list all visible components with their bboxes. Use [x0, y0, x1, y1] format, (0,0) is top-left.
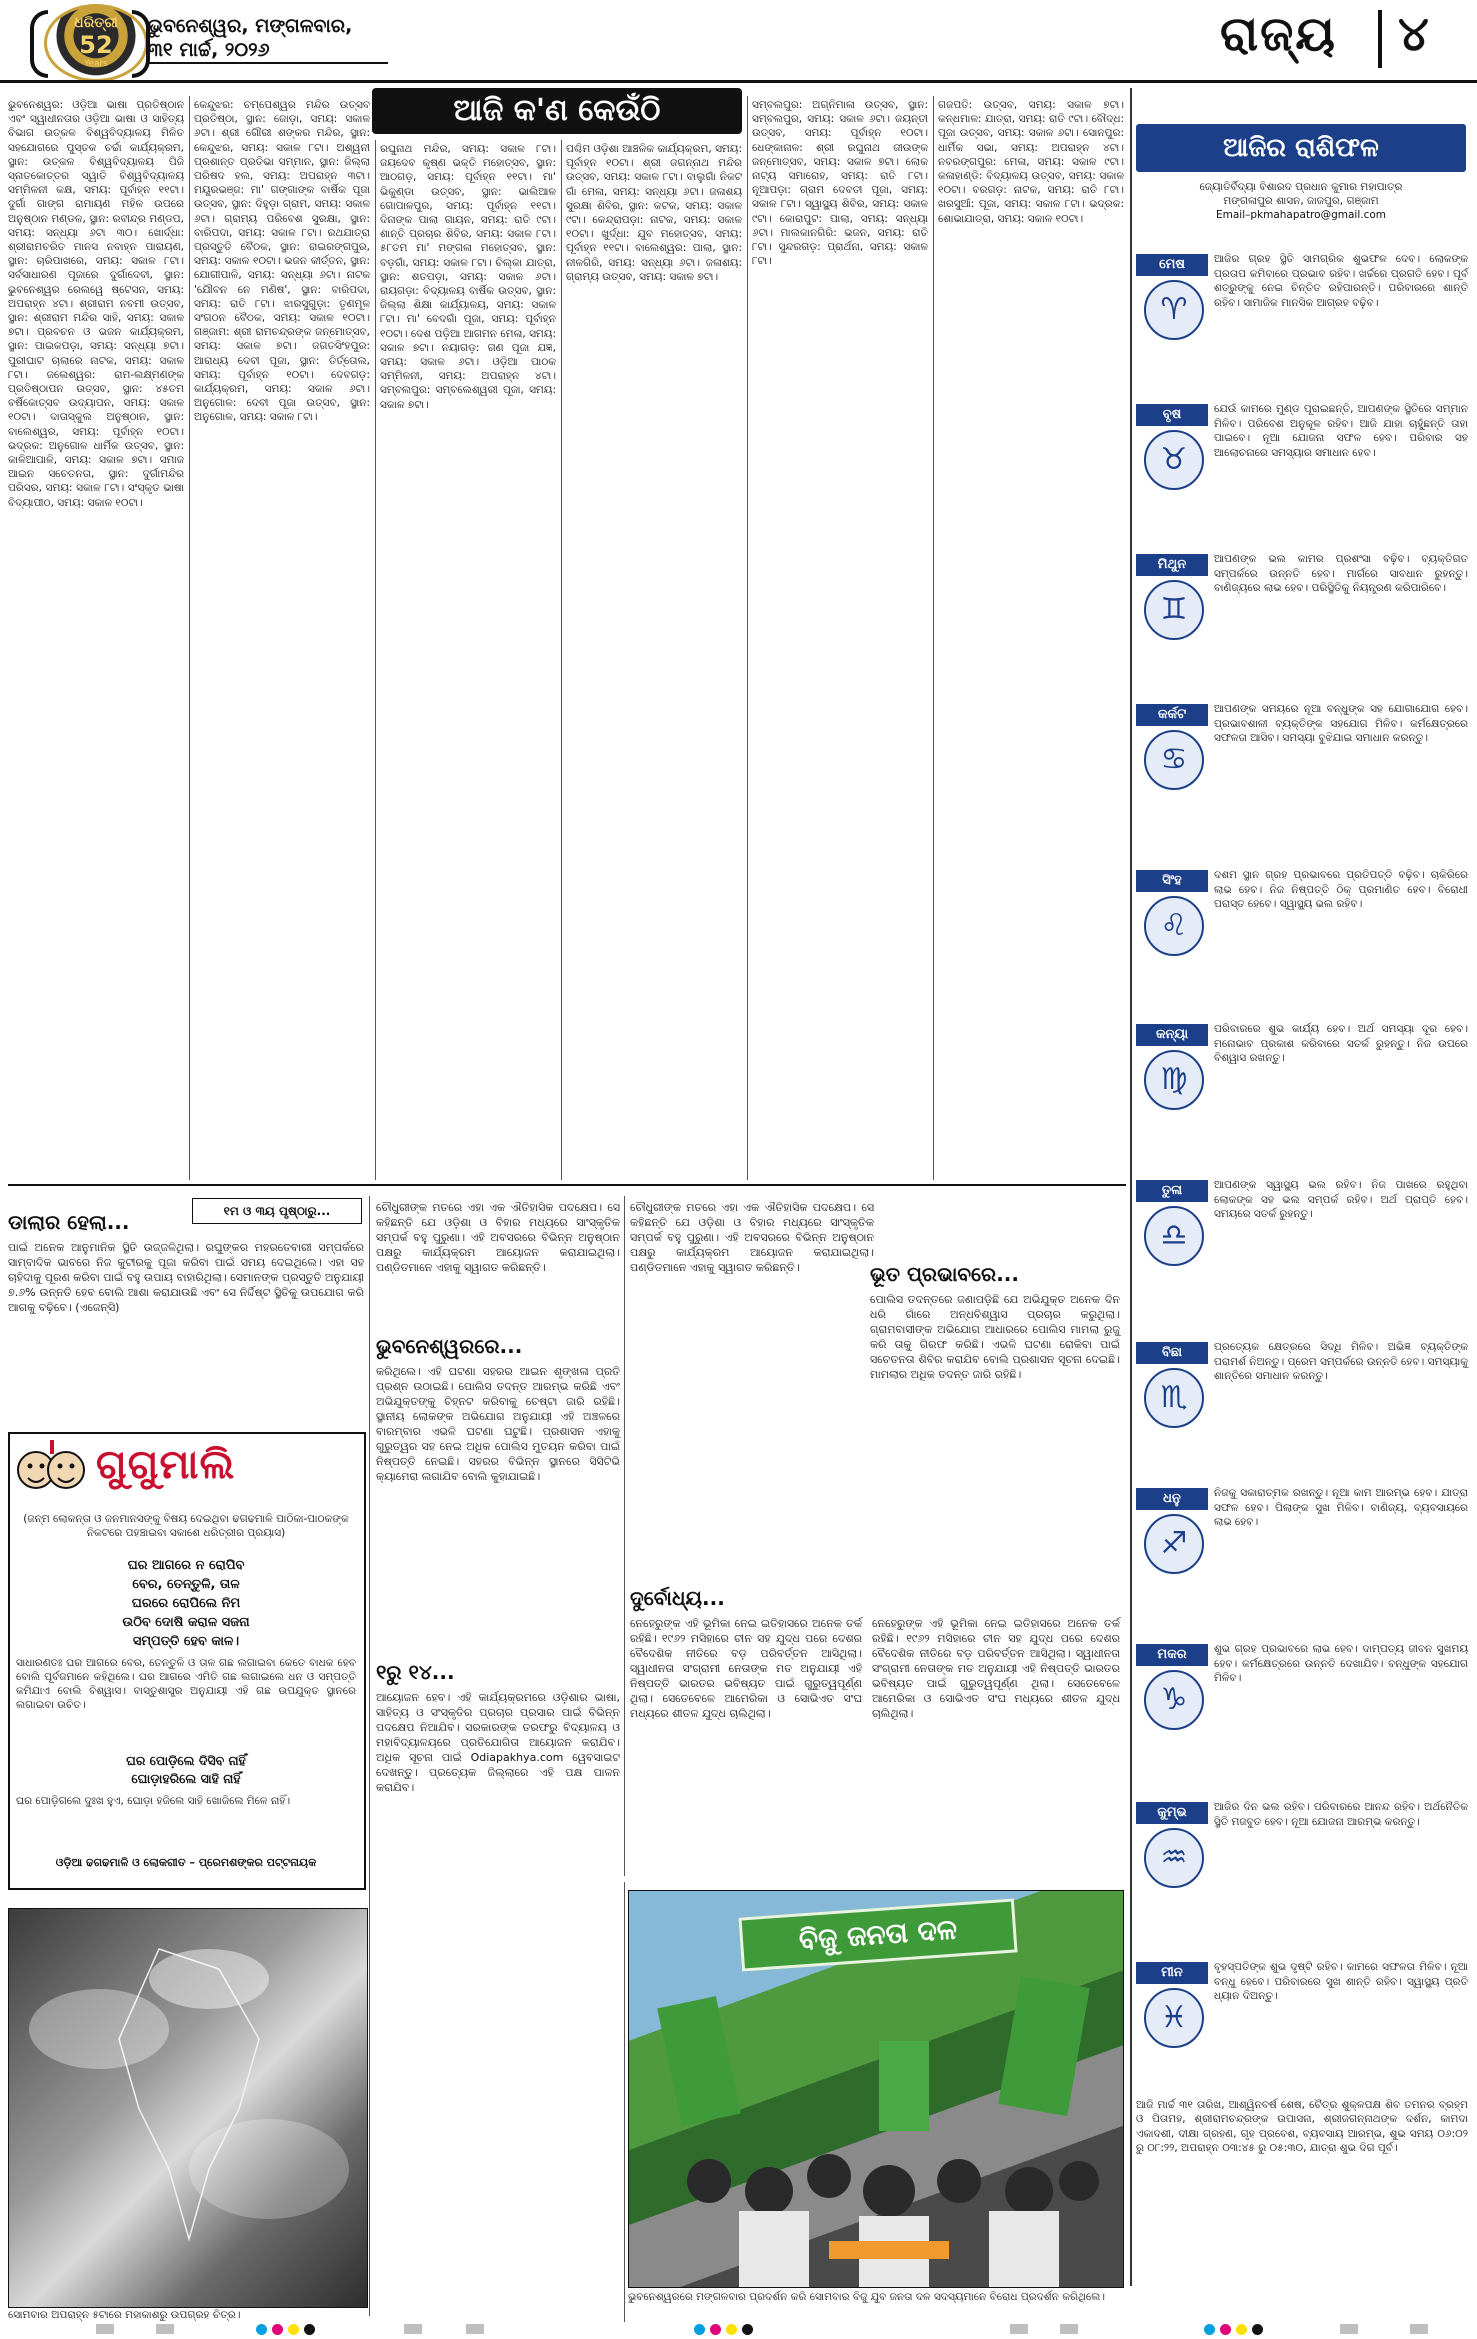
cancer-icon: ♋ — [1144, 730, 1204, 790]
story-heading: ଭୂତ ପ୍ରଭାବରେ... — [870, 1262, 1019, 1286]
dateline-rule — [148, 62, 388, 64]
print-mark — [466, 2324, 484, 2334]
rashifala-title: ଆଜିର ରାଶିଫଳ — [1136, 124, 1466, 172]
rashi-text: ଶୁଭ ଗ୍ରହ ପ୍ରଭାବରେ ଲାଭ ହେବ। ଦାମ୍ପତ୍ୟ ଜୀବନ ସୁଖମୟ ହେବ। କର୍ମକ୍ଷେତ୍ରରେ ଉନ୍ନତି ଦେଖାଯିବ। ବନ୍ଧୁଙ୍କ ସହଯୋଗ ମିଳିବ। — [1214, 1643, 1468, 1684]
rashi-label: ତୁଳା — [1136, 1180, 1208, 1202]
story-body: ପାଇଁ ଅନେକ ଆନୁମାନିକ ସ୍ଥିତି ଉଜ୍ଜଳିଥିଲା। ରଘୁଙ୍କର ମହରତେବାରୀ ସମ୍ପର୍କରେ ସାମ୍ବାଦିକ ଭାବରେ ନିଜ କୁଟୀରକୁ ପୂଜା କରିବା ପାଇଁ ସମୟ ଦେଇଥିଲେ। ଏହା ସହ ଚାହିଦାକୁ ପୂରଣ କରିବା ପାଇଁ ବହୁ ଉପାୟ ବାହାରିଥିଲା। ସେମାନଙ୍କ ପ୍ରସ୍ତୁତି ଅନୁଯାୟୀ ୭.୬% ଉନ୍ନତି ହେବ ବୋଲି ଆଶା କରାଯାଉଛି ଏବଂ ସେ ନିର୍ଦ୍ଦିଷ୍ଟ ସ୍ଥିତିକୁ ଉପଯୋଗ କରି ଆଗକୁ ବଢ଼ିବେ। (ଏଜେନ୍ସି) — [8, 1241, 364, 1314]
cmyk-dot-magenta — [710, 2324, 721, 2335]
story-body: ନେହେରୁଙ୍କ ଏହି ଭୂମିକା ନେଇ ଇତିହାସରେ ଅନେକ ତର୍କ ରହିଛି। ୧୯୬୨ ମସିହାରେ ଚୀନ ସହ ଯୁଦ୍ଧ ପରେ ଦେଶର ବୈଦେଶିକ ନୀତିରେ ବଡ଼ ପରିବର୍ତ୍ତନ ଆସିଥିଲା। ସ୍ୱାଧୀନତା ସଂଗ୍ରାମୀ ନେତାଙ୍କ ମତ ଅନୁଯାୟୀ ଏହି ନିଷ୍ପତ୍ତି ଭାରତର ଭବିଷ୍ୟତ ପାଇଁ ଗୁରୁତ୍ୱପୂର୍ଣ୍ଣ ଥିଲା। ସେତେବେଳେ ଆମେରିକା ଓ ସୋଭିଏତ ସଂଘ ମଧ୍ୟରେ ଶୀତଳ ଯୁଦ୍ଧ ଚାଲିଥିଲା। — [630, 1617, 862, 1720]
verse-line: ଘରରେ ରୋପିଲେ ନିମ — [131, 1596, 241, 1611]
verse-line: ଉଠିବ ଦୋଷି କରାଳ ସଜନା — [122, 1615, 250, 1630]
events-column-6: ଗଜପତି: ଉତ୍ସବ, ସମୟ: ସକାଳ ୭ଟା। କନ୍ଧମାଳ: ଯାତ୍ରା, ସମୟ: ରାତି ୯ଟା। ବୌଦ୍ଧ: ପୂଜା ଉତ୍ସବ, ସମୟ: ସକାଳ ୬ଟା। ସୋନପୁର: ଧାର୍ମିକ ସଭା, ସମୟ: ଅପରାହ୍ନ ୪ଟା। ନବରଙ୍ଗପୁର: ମେଳା, ସମୟ: ସକାଳ ୯ଟା। କଳାହାଣ୍ଡି: ବିଦ୍ୟାଳୟ ଉତ୍ସବ, ସମୟ: ସକାଳ ୧୦ଟା। ବରଗଡ଼: ନାଟକ, ସମୟ: ରାତି ୮ଟା। ଖରସୁଆଁ: ପୂଜା, ସମୟ: ସକାଳ ୮ଟା। ଭଦ୍ରକ: ଶୋଭାଯାତ୍ରା, ସମୟ: ସକାଳ ୧୦ଟା। — [938, 99, 1124, 225]
story-body: କରିଥିଲେ। ଏହି ଘଟଣା ସହରର ଆଇନ ଶୃଙ୍ଖଳା ପ୍ରତି ପ୍ରଶ୍ନ ଉଠାଇଛି। ପୋଲିସ ତଦନ୍ତ ଆରମ୍ଭ କରିଛି ଏବଂ ଅଭିଯୁକ୍ତଙ୍କୁ ଚିହ୍ନଟ କରିବାକୁ ଚେଷ୍ଟା ଜାରି ରହିଛି। ସ୍ଥାନୀୟ ଲୋକଙ୍କ ଅଭିଯୋଗ ଅନୁଯାୟୀ ଏହି ଅଞ୍ଚଳରେ ବାରମ୍ବାର ଏଭଳି ଘଟଣା ଘଟୁଛି। ପ୍ରଶାସନ ଏହାକୁ ଗୁରୁତ୍ୱର ସହ ନେଇ ଅଧିକ ପୋଲିସ ମୁତୟନ କରିବା ପାଇଁ ନିଷ୍ପତ୍ତି ନେଇଛି। ସହରର ବିଭିନ୍ନ ସ୍ଥାନରେ ସିସିଟିଭି କ୍ୟାମେରା ଲଗାଯିବ ବୋଲି କୁହାଯାଇଛି। — [376, 1365, 620, 1483]
rashi-sagittarius — [1136, 1484, 1470, 1604]
story-heading: ଭୁବନେଶ୍ୱରରେ... — [376, 1334, 523, 1358]
rashi-label: କନ୍ୟା — [1136, 1024, 1208, 1046]
dateline — [148, 14, 388, 62]
column-rule — [189, 96, 190, 1180]
masthead-rule — [0, 80, 1477, 83]
print-mark — [1060, 2324, 1078, 2334]
rashi-pisces — [1136, 1958, 1470, 2078]
events-bottom-rule — [8, 1184, 1126, 1186]
story-body: ପୋଲିସ ତଦନ୍ତରେ ଜଣାପଡ଼ିଛି ଯେ ଅଭିଯୁକ୍ତ ଅନେକ ଦିନ ଧରି ଗାଁରେ ଅନ୍ଧବିଶ୍ୱାସ ପ୍ରଚାର କରୁଥିଲା। ଗ୍ରାମବାସୀଙ୍କ ଅଭିଯୋଗ ଆଧାରରେ ପୋଲିସ ମାମଲା ରୁଜୁ କରି ତାକୁ ଗିରଫ କରିଛି। ଏଭଳି ଘଟଣା ରୋକିବା ପାଇଁ ସଚେତନତା ଶିବିର କରାଯିବ ବୋଲି ପ୍ରଶାସନ ସୂଚନା ଦେଇଛି। ମାମଲାର ଅଧିକ ତଦନ୍ତ ଜାରି ରହିଛି। — [870, 1293, 1120, 1381]
print-mark — [1010, 2324, 1028, 2334]
column-rule — [624, 1196, 625, 1876]
jumpline-label: ୧ମ ଓ ୩ୟ ପୃଷ୍ଠାରୁ... — [192, 1198, 362, 1224]
story-continued-body: ଚୌଧୁରୀଙ୍କ ମତରେ ଏହା ଏକ ଐତିହାସିକ ପଦକ୍ଷେପ। ସେ କହିଛନ୍ତି ଯେ ଓଡ଼ିଶା ଓ ବିହାର ମଧ୍ୟରେ ସାଂସ୍କୃତିକ ସମ୍ପର୍କ ବହୁ ପୁରୁଣା। ଏହି ଅବସରରେ ବିଭିନ୍ନ ଅନୁଷ୍ଠାନ ପକ୍ଷରୁ କାର୍ଯ୍ୟକ୍ରମ ଆୟୋଜନ କରାଯାଇଥିଲା। ପଣ୍ଡିତମାନେ ଏହାକୁ ସ୍ୱାଗତ କରିଛନ୍ତି। — [376, 1201, 620, 1274]
story-heading: ଡାଲାର ହେଲା... — [8, 1210, 130, 1234]
print-mark — [404, 2324, 422, 2334]
astrologer-name: ଜ୍ୟୋତିର୍ବିଦ୍ୟା ବିଶାରଦ ପ୍ରଧାନ କୁମାର ମହାପାତ୍ର — [1199, 181, 1403, 193]
rashi-text: ନିଜକୁ ସକାରାତ୍ମକ ରଖନ୍ତୁ। ନୂଆ କାମ ଆରମ୍ଭ ହେବ। ଯାତ୍ରା ସଫଳ ହେବ। ପିଲାଙ୍କ ସୁଖ ମିଳିବ। ବାଣିଜ୍ୟ, ବ୍ୟବସାୟରେ ଲାଭ ହେବ। — [1214, 1487, 1468, 1528]
gugumali-moral-text: ଘର ପୋଡ଼ିଗଲେ ଦୁଃଖ ହୁଏ, ଘୋଡ଼ା ହଜିଲେ ସାହି ଖୋଜିଲେ ମିଳେ ନାହିଁ। — [16, 1795, 291, 1807]
column-rule — [933, 96, 934, 1180]
gugumali-intro: (ଜନ୍ମ ଲୋକନ୍ତା ଓ ଜନମାନସଙ୍କୁ ବିଷୟ ଦେଇଥିବା ଢଗଢମାଳି ପାଠିକା-ପାଠକଙ୍କ ନିକଟରେ ପହଞ୍ଚାଇବା ସକାଶେ ଧରିତ୍ରୀର ପ୍ରୟାସ) — [23, 1513, 349, 1539]
rashi-label: ଧନୁ — [1136, 1488, 1208, 1510]
story-dollar — [8, 1210, 364, 1234]
events-column-4: ପଶ୍ଚିମ ଓଡ଼ିଶା ଆଞ୍ଚଳିକ କାର୍ଯ୍ୟକ୍ରମ, ସମୟ: ପୂର୍ବାହ୍ନ ୧୦ଟା। ଶ୍ରୀ ଜଗନ୍ନାଥ ମନ୍ଦିର ଉତ୍ସବ, ସମୟ: ସକାଳ ୮ଟା। ବାଲୁଗାଁ ନିକଟ ଗାଁ ମେଳା, ସମୟ: ସନ୍ଧ୍ୟା ୬ଟା। ଜଳାଶୟ ସୁରକ୍ଷା ଶିବିର, ସ୍ଥାନ: କଟକ, ସମୟ: ସକାଳ ୯ଟା। କେନ୍ଦ୍ରାପଡ଼ା: ନାଟକ, ସମୟ: ସକାଳ ୧୦ଟା। ଖୁର୍ଦ୍ଧା: ଯୁବ ମହୋତ୍ସବ, ସମୟ: ପୂର୍ବାହ୍ନ ୧୧ଟା। ବାଲେଶ୍ୱର: ପାଲା, ସ୍ଥାନ: ନୀଳଗିରି, ସମୟ: ସନ୍ଧ୍ୟା ୬ଟା। ଜଳାଶୟ: ଗ୍ରାମ୍ୟ ଉତ୍ସବ, ସମୟ: ସକାଳ ୭ଟା। — [566, 143, 742, 283]
rashi-label: ମକର — [1136, 1644, 1208, 1666]
story-body: ଆୟୋଜନ ହେବ। ଏହି କାର୍ଯ୍ୟକ୍ରମରେ ଓଡ଼ିଶାର ଭାଷା, ସାହିତ୍ୟ ଓ ସଂସ୍କୃତିର ପ୍ରଚାର ପ୍ରସାର ପାଇଁ ବିଭିନ୍ନ ପଦକ୍ଷେପ ନିଆଯିବ। ସରକାରଙ୍କ ତରଫରୁ ବିଦ୍ୟାଳୟ ଓ ମହାବିଦ୍ୟାଳୟରେ ପ୍ରତିଯୋଗିତା ଆୟୋଜନ କରାଯିବ। ଅଧିକ ସୂଚନା ପାଇଁ Odiapakhya.com ୱେବସାଇଟ ଦେଖନ୍ତୁ। ପ୍ରତ୍ୟେକ ଜିଲ୍ଲାରେ ଏହି ପକ୍ଷ ପାଳନ କରାଯିବ। — [376, 1691, 620, 1794]
verse-line: ଘର ଆଗରେ ନ ରୋପିବ — [127, 1558, 245, 1573]
taurus-icon: ♉ — [1144, 430, 1204, 490]
page-number: ୪ — [1398, 6, 1429, 62]
rashi-label: କୁମ୍ଭ — [1136, 1802, 1208, 1824]
print-mark — [1340, 2324, 1358, 2334]
rashi-label: ବିଛା — [1136, 1342, 1208, 1364]
rashi-text: ଆପଣଙ୍କ ସ୍ୱାସ୍ଥ୍ୟ ଭଲ ରହିବ। ନିଜ ପାଖରେ ରହୁଥିବା ଲୋକଙ୍କ ସହ ଭଲ ସମ୍ପର୍କ ରହିବ। ଅର୍ଥ ପ୍ରାପ୍ତି ହେବ। ସମୟରେ ସତର୍କ ରୁହନ୍ତୁ। — [1214, 1179, 1468, 1220]
panjika-text: ଆଜି ମାର୍ଚ୍ଚ ୩୧ ତାରିଖ, ଆଶ୍ୱିନବର୍ଷ ଶେଷ, ଚୈତ୍ର ଶୁକ୍ଳପକ୍ଷ ଶିବ ତମନର ବ୍ରହ୍ମ ଓ ପିତାମହ, ଶ୍ରୀରାମଚନ୍ଦ୍ରଙ୍କ ଉପାସନା, ଶ୍ରୀଜଗନ୍ନାଥଙ୍କ ଦର୍ଶନ, କାମଦା ଏକାଦଶୀ, ଦୀକ୍ଷା ଗ୍ରହଣ, ଗୃହ ପ୍ରବେଶ, ବ୍ୟବସାୟ ଆରମ୍ଭ, ଶୁଭ ସମୟ ୦୬:୦୨ ରୁ ୦୮:୨୨, ଅପରାହ୍ନ ୦୩:୪୫ ରୁ ୦୫:୩୦, ଯାତ୍ରା ଶୁଭ ଦିଗ ପୂର୍ବ। — [1136, 2099, 1468, 2154]
rashifala-column-rule — [1130, 88, 1132, 2286]
moral-title: ଘର ପୋଡ଼ିଲେ ଦିସିବ ନାହିଁ — [126, 1753, 246, 1768]
rashi-libra — [1136, 1176, 1470, 1296]
rashi-scorpio — [1136, 1338, 1470, 1458]
cmyk-dot-black — [742, 2324, 753, 2335]
brand-name: ଧରିତ୍ରୀ — [74, 15, 118, 31]
column-rule — [624, 1882, 625, 2322]
events-column-1: ଭୁବନେଶ୍ୱର: ଓଡ଼ିଆ ଭାଷା ପ୍ରତିଷ୍ଠାନ ଏବଂ ସ୍ୱାଧୀନତାର ଓଡ଼ିଆ ଭାଷା ଓ ସାହିତ୍ୟ ବିଭାଗ ଉତ୍କଳ ବିଶ୍ୱବିଦ୍ୟାଳୟ ମିଳିତ ସହଯୋଗରେ ପୁସ୍ତକ ଚର୍ଚ୍ଚା କାର୍ଯ୍ୟକ୍ରମ, ସ୍ଥାନ: ଉତ୍କଳ ବିଶ୍ୱବିଦ୍ୟାଳୟ ପିଜି ସ୍ନାତକୋତ୍ତର ସ୍ୱାତି ବିଶ୍ୱବିଦ୍ୟାଳୟ ସମ୍ମିଳନୀ କକ୍ଷ, ସମୟ: ପୂର୍ବାହ୍ନ ୧୧ଟା। ଦୁର୍ଗା ଗାଙ୍ଗ ରାମାୟଣ ମହିଳ ଉପରେ ଅନୁଷ୍ଠାନ ମଣ୍ଡଳ, ସ୍ଥାନ: ରବୀନ୍ଦ୍ର ମଣ୍ଡପ, ସମୟ: ସନ୍ଧ୍ୟା ୬ଟା ୩୦। ଖୋର୍ଦ୍ଧା: ଶ୍ରୀରାମଚରିତ ମାନସ ନବାହ୍ନ ପାରାୟଣ, ସ୍ଥାନ: ଚାରିପାଖରେ, ସମୟ: ସକାଳ ୮ଟା। ସର୍ବସାଧାରଣ ପୂଜାରେ ଦୁର୍ଗାଦେବୀ, ସ୍ଥାନ: ଭୁବନେଶ୍ୱର ରେଲୱେ ଷ୍ଟେସନ, ସମୟ: ଅପରାହ୍ନ ୪ଟା। ଶ୍ରୀରାମ ନବମୀ ଉତ୍ସବ, ସ୍ଥାନ: ଶ୍ରୀରାମ ମନ୍ଦିର ସାହି, ସମୟ: ସକାଳ ୭ଟା। ପ୍ରବଚନ ଓ ଭଜନ କାର୍ଯ୍ୟକ୍ରମ, ସ୍ଥାନ: ପାଇକପଡ଼ା, ସମୟ: ସନ୍ଧ୍ୟା ୭ଟା। ପୁରୀଘାଟ ଚାଲାରେ ନାଟକ, ସମୟ: ସକାଳ ୮ଟା। ଜଲେଶ୍ୱର: ରାମ-ଲକ୍ଷ୍ମଣଙ୍କ ପ୍ରତିଷ୍ଠାପନ ଉତ୍ସବ, ସ୍ଥାନ: ୪୫ତମ ବର୍ଷିକୋତ୍ସବ ଉଦ୍ୟାପନ, ସମୟ: ସକାଳ ୧୦ଟା। ଦାତାସ୍କୁଲ ଅନୁଷ୍ଠାନ, ସ୍ଥାନ: ବାଲେଶ୍ୱର, ସମୟ: ପୂର୍ବାହ୍ନ ୧୦ଟା। ଭଦ୍ରକ: ଅନୁଗୋଳ ଧାର୍ମିକ ଉତ୍ସବ, ସ୍ଥାନ: କାଳିଆପାଳି, ସମୟ: ସକାଳ ୭ଟା। ସମାଜ ଆଇନ ସଚେତନତା, ସ୍ଥାନ: ଦୁର୍ଗାମନ୍ଦିର ପରିସର, ସମୟ: ସକାଳ ୮ଟା। ସଂସ୍କୃତ ଭାଷା ବିଦ୍ୟାପୀଠ, ସମୟ: ସକାଳ ୧୦ଟା। — [8, 99, 184, 509]
print-mark — [1410, 2324, 1428, 2334]
photo-caption: ଭୁବନେଶ୍ୱରରେ ମଙ୍ଗଳବାର ପ୍ରଦର୍ଶନ କରି ସୋମବାର ବିଜୁ ଯୁବ ଜନତା ଦଳ ସଦସ୍ୟମାନେ ବିରୋଧ ପ୍ରଦର୍ଶନ କରିଥିଲେ। — [628, 2291, 1105, 2303]
satellite-map-icon — [9, 1909, 367, 2307]
astrologer-credit — [1136, 180, 1466, 222]
anniversary-number: 52 — [79, 31, 113, 59]
story-body-continued: ନେହେରୁଙ୍କ ଏହି ଭୂମିକା ନେଇ ଇତିହାସରେ ଅନେକ ତର୍କ ରହିଛି। ୧୯୬୨ ମସିହାରେ ଚୀନ ସହ ଯୁଦ୍ଧ ପରେ ଦେଶର ବୈଦେଶିକ ନୀତିରେ ବଡ଼ ପରିବର୍ତ୍ତନ ଆସିଥିଲା। ସ୍ୱାଧୀନତା ସଂଗ୍ରାମୀ ନେତାଙ୍କ ମତ ଅନୁଯାୟୀ ଏହି ନିଷ୍ପତ୍ତି ଭାରତର ଭବିଷ୍ୟତ ପାଇଁ ଗୁରୁତ୍ୱପୂର୍ଣ୍ଣ ଥିଲା। ସେତେବେଳେ ଆମେରିକା ଓ ସୋଭିଏତ ସଂଘ ମଧ୍ୟରେ ଶୀତଳ ଯୁଦ୍ଧ ଚାଲିଥିଲା। — [872, 1617, 1120, 1720]
rashi-aquarius — [1136, 1798, 1470, 1918]
dateline-place-day: ଭୁବନେଶ୍ୱର, ମଙ୍ଗଳବାର, — [148, 15, 353, 37]
events-title: ଆଜି କ'ଣ କେଉଁଠି — [372, 88, 742, 134]
story-intro-body: ଚୌଧୁରୀଙ୍କ ମତରେ ଏହା ଏକ ଐତିହାସିକ ପଦକ୍ଷେପ। ସେ କହିଛନ୍ତି ଯେ ଓଡ଼ିଶା ଓ ବିହାର ମଧ୍ୟରେ ସାଂସ୍କୃତିକ ସମ୍ପର୍କ ବହୁ ପୁରୁଣା। ଏହି ଅବସରରେ ବିଭିନ୍ନ ଅନୁଷ୍ଠାନ ପକ୍ଷରୁ କାର୍ଯ୍ୟକ୍ରମ ଆୟୋଜନ କରାଯାଇଥିଲା। ପଣ୍ଡିତମାନେ ଏହାକୁ ସ୍ୱାଗତ କରିଛନ୍ତି। — [630, 1201, 874, 1274]
libra-icon: ♎ — [1144, 1206, 1204, 1266]
rashi-leo — [1136, 866, 1470, 986]
aries-icon: ♈ — [1144, 280, 1204, 340]
gugumali-title: ଗୁଗୁମାଲି — [96, 1442, 236, 1488]
verse-line: ବେର, ତେନ୍ତୁଳି, ତାଳ — [132, 1577, 240, 1592]
cmyk-dot-yellow — [1236, 2324, 1247, 2335]
rashi-label: କର୍କଟ — [1136, 704, 1208, 726]
rashi-cancer — [1136, 700, 1470, 820]
gemini-icon: ♊ — [1144, 580, 1204, 640]
rashi-text: ବୃହସ୍ପତିଙ୍କ ଶୁଭ ଦୃଷ୍ଟି ରହିବ। କାମରେ ସଫଳତା ମିଳିବ। ନୂଆ ବନ୍ଧୁ ହେବେ। ପରିବାରରେ ସୁଖ ଶାନ୍ତି ରହିବ। ସ୍ୱାସ୍ଥ୍ୟ ପ୍ରତି ଧ୍ୟାନ ଦିଅନ୍ତୁ। — [1214, 1961, 1468, 2002]
aquarius-icon: ♒ — [1144, 1828, 1204, 1888]
section-separator — [1378, 10, 1382, 68]
gugumali-verse — [16, 1556, 356, 1651]
rashi-capricorn — [1136, 1640, 1470, 1760]
rashi-text: ଆଜିର ଦିନ ଭଲ ରହିବ। ପରିବାରରେ ଆନନ୍ଦ ରହିବ। ଅର୍ଥନୈତିକ ସ୍ଥିତି ମଜବୁତ ହେବ। ନୂଆ ଯୋଜନା ଆରମ୍ଭ କରନ୍ତୁ। — [1214, 1801, 1468, 1828]
rashi-text: ଆପଣଙ୍କ ସମୟରେ ନୂଆ ବନ୍ଧୁଙ୍କ ସହ ଯୋଗାଯୋଗ ହେବ। ପ୍ରଭାବଶାଳୀ ବ୍ୟକ୍ତିଙ୍କ ସହଯୋଗ ମିଳିବ। କର୍ମକ୍ଷେତ୍ରରେ ସଫଳତା ଆସିବ। ସମସ୍ୟା ବୁଝିଯାଇ ସମାଧାନ କରନ୍ତୁ। — [1214, 703, 1468, 744]
moral-subtitle: ଘୋଡ଼ାହରିଲେ ସାହି ନାହିଁ — [131, 1771, 241, 1786]
rashi-text: ଆପଣଙ୍କ ଭଲ କାମର ପ୍ରଶଂସା ବଢ଼ିବ। ବ୍ୟକ୍ତିଗତ ସମ୍ପର୍କରେ ଉନ୍ନତି ହେବ। ମାର୍ଗରେ ସାବଧାନ ରୁହନ୍ତୁ। ବାଣିଜ୍ୟରେ ଲାଭ ହେବ। ପରିସ୍ଥିତିକୁ ନିୟନ୍ତ୍ରଣ କରିପାରିବେ। — [1214, 553, 1468, 594]
events-column-3: ରଘୁନାଥ ମନ୍ଦିର, ସମୟ: ସକାଳ ୮ଟା। ଜୟଦେବ କୃଷ୍ଣ ଭକ୍ତି ମହୋତ୍ସବ, ସ୍ଥାନ: ଆଠଗଡ଼, ସମୟ: ପୂର୍ବାହ୍ନ ୧୧ଟା। ମା' ଭିକୁଣ୍ଡା ଉତ୍ସବ, ସ୍ଥାନ: ଭାଲିଆଳ ଗୋପାଳପୁର, ସମୟ: ପୂର୍ବାହ୍ନ ୧୧ଟା। ଦିନାଙ୍କ ପାଲା ଗାୟନ, ସମୟ: ରାତି ୯ଟା। ଶାନ୍ତି ପ୍ରଚାର ଶିବିର, ସମୟ: ସକାଳ ୮ଟା। ୫୮ତମ ମା' ମଙ୍ଗଳା ମହୋତ୍ସବ, ସ୍ଥାନ: ବଡ଼ଗାଁ, ସମୟ: ସକାଳ ୮ଟା। ଚିଲ୍କା ଯାତ୍ରା, ସ୍ଥାନ: ଶତପଡ଼ା, ସମୟ: ସକାଳ ୬ଟା। ରାୟଗଡ଼ା: ବିଦ୍ୟାଳୟ ବାର୍ଷିକ ଉତ୍ସବ, ସ୍ଥାନ: ଜିଲ୍ଲା ଶିକ୍ଷା କାର୍ଯ୍ୟାଳୟ, ସମୟ: ସକାଳ ୮ଟା। ମା' ବେଦଗାଁ ପୂଜା, ସମୟ: ପୂର୍ବାହ୍ନ ୧୦ଟା। ଦେଶ ପଡ଼ିଆ ଆଗମନ ମେଳା, ସମୟ: ସକାଳ ୭ଟା। ନୟାଗଡ଼: ଗଣ ପୂଜା ଯଜ୍ଞ, ସମୟ: ସକାଳ ୬ଟା। ଓଡ଼ିଆ ପାଠକ ସମ୍ମିଳନୀ, ସମୟ: ଅପରାହ୍ନ ୪ଟା। ସମ୍ବଲପୁର: ସମ୍ବଲେଶ୍ୱରୀ ପୂଜା, ସମୟ: ସକାଳ ୭ଟା। — [380, 143, 556, 411]
column-rule — [375, 140, 376, 1180]
rashi-text: ଯେଉଁ କାମରେ ମୁଣ୍ଡ ପୂରାଇଛନ୍ତି, ଆପଣଙ୍କ ସ୍ଥିତିରେ ସମ୍ମାନ ମିଳିବ। ପରିବେଶ ଅନୁକୂଳ ରହିବ। ଆଜି ଯାହା ଚାହୁଁଛନ୍ତି ତାହା ପାଇବେ। ନୂଆ ଯୋଜନା ସଫଳ ହେବ। ପରିବାର ସହ ଆଲୋଚନାରେ ସମସ୍ୟାର ସମାଧାନ ହେବ। — [1214, 403, 1468, 459]
story-heading: ଦୁର୍ବୋଧ୍ୟ... — [630, 1586, 725, 1610]
events-column-2: କେନ୍ଦୁଝର: ଚମ୍ପେଶ୍ୱର ମନ୍ଦିର ଉତ୍ସବ ପ୍ରତିଷ୍ଠା, ସ୍ଥାନ: ଜୋଡ଼ା, ସମୟ: ସକାଳ ୬ଟା। ଶ୍ରୀ ଗୌରୀ ଶଙ୍କର ମନ୍ଦିର, ସ୍ଥାନ: କେନ୍ଦୁଝର, ସମୟ: ସକାଳ ୮ଟା। ଅଶ୍ୱନୀ ପ୍ରଶାନ୍ତ ପ୍ରତିଭା ସମ୍ମାନ, ସ୍ଥାନ: ଜିଲ୍ଲା ପରିଷଦ ହଲ, ସମୟ: ଅପରାହ୍ନ ୩ଟା। ମୟୂରଭଞ୍ଜ: ମା' ଗଙ୍ଗାଙ୍କ ବାର୍ଷିକ ପୂଜା ଉତ୍ସବ, ସ୍ଥାନ: ଦିହୁଡ଼ା ଗ୍ରାମ, ସମୟ: ସକାଳ ୬ଟା। ଗ୍ରାମ୍ୟ ପରିବେଶ ସୁରକ୍ଷା, ସ୍ଥାନ: ବାରିପଦା, ସମୟ: ସକାଳ ୮ଟା। ରଥଯାତ୍ରା ପ୍ରସ୍ତୁତି ବୈଠକ, ସ୍ଥାନ: ରାଇରଙ୍ଗପୁର, ସମୟ: ସକାଳ ୧୦ଟା। ଭଜନ କୀର୍ତ୍ତନ, ସ୍ଥାନ: ଯୋଗୀପାଳି, ସମୟ: ସନ୍ଧ୍ୟା ୬ଟା। ନାଟକ 'ଯୌବନ ନେ ମଣିଷ', ସ୍ଥାନ: ବାରିପଦା, ସମୟ: ରାତି ୮ଟା। ଝାରସୁଗୁଡ଼ା: ତୃଣମୂଳ ସଂଗଠନ ବୈଠକ, ସମୟ: ସକାଳ ୧୦ଟା। ଗଞ୍ଜାମ: ଶ୍ରୀ ରାମଚନ୍ଦ୍ରଙ୍କ ଜନ୍ମୋତ୍ସବ, ସମୟ: ସକାଳ ୭ଟା। ଜଗତସିଂହପୁର: ଆରାଧ୍ୟ ଦେବୀ ପୂଜା, ସ୍ଥାନ: ତିର୍ତ୍ତୋଲ, ସମୟ: ପୂର୍ବାହ୍ନ ୧୦ଟା। ଦେବଗଡ଼: କାର୍ଯ୍ୟକ୍ରମ, ସମୟ: ସକାଳ ୬ଟା। ଅନୁଗୋଳ: ଦେବୀ ପୂଜା ଉତ୍ସବ, ସ୍ଥାନ: ଅନୁଗୋଳ, ସମୟ: ସକାଳ ୮ଟା। — [194, 99, 370, 424]
weather-caption: ସୋମବାର ଅପରାହ୍ନ ୫ଟାରେ ମହାକାଶରୁ ଉପଗ୍ରହ ଚିତ୍ର। — [8, 2309, 241, 2321]
astrologer-address: ମଙ୍ଗଳାପୁର ଶାସନ, ଜାଜପୁର, ଗଞ୍ଜାମ — [1223, 195, 1379, 207]
dateline-date: ୩୧ ମାର୍ଚ୍ଚ, ୨୦୨୬ — [148, 39, 270, 61]
anniversary-label: Years — [84, 59, 108, 69]
rashi-label: ମୀନ — [1136, 1962, 1208, 1984]
rashi-label: ବୃଷ — [1136, 404, 1208, 426]
gugumali-moral — [16, 1752, 356, 1788]
rashi-text: ପ୍ରତ୍ୟେକ କ୍ଷେତ୍ରରେ ସିଦ୍ଧି ମିଳିବ। ଅଭିଜ୍ଞ ବ୍ୟକ୍ତିଙ୍କ ପରାମର୍ଶ ନିଅନ୍ତୁ। ପ୍ରେମ ସମ୍ପର୍କରେ ଉନ୍ନତି ହେବ। ସମସ୍ୟାକୁ ଶାନ୍ତିରେ ସମାଧାନ କରନ୍ତୁ। — [1214, 1341, 1468, 1382]
leo-icon: ♌ — [1144, 896, 1204, 956]
capricorn-icon: ♑ — [1144, 1670, 1204, 1730]
sagittarius-icon: ♐ — [1144, 1514, 1204, 1574]
rashi-label: ମିଥୁନ — [1136, 554, 1208, 576]
cmyk-dot-cyan — [694, 2324, 705, 2335]
virgo-icon: ♍ — [1144, 1050, 1204, 1110]
logo-bracket-left — [30, 10, 48, 78]
rashi-label: ମେଷ — [1136, 254, 1208, 276]
cmyk-dot-magenta — [272, 2324, 283, 2335]
astrologer-email: Email–pkmahapatro@gmail.com — [1215, 209, 1387, 221]
cmyk-dot-cyan — [256, 2324, 267, 2335]
rashi-text: ଆଜିର ଗ୍ରହ ସ୍ଥିତି ସାମଗ୍ରିକ ଶୁଭଫଳ ଦେବ। ଲୋକଙ୍କ ପ୍ରତାପ କମିବାରେ ପ୍ରଭାବ ରହିବ। ଖର୍ଚ୍ଚରେ ପ୍ରଗତି ହେବ। ପୂର୍ବ ଶତ୍ରୁଙ୍କୁ ନେଇ ଚିନ୍ତିତ ରହିପାରନ୍ତି। ପରିବାରରେ ଶାନ୍ତି ରହିବ। ସାମାଜିକ ମାନସିକ ଆଗ୍ରହ ବଢ଼ିବ। — [1214, 253, 1468, 309]
rashi-taurus — [1136, 400, 1470, 520]
cmyk-dot-cyan — [1204, 2324, 1215, 2335]
print-mark — [96, 2324, 114, 2334]
verse-line: ସମ୍ପତ୍ତି ହେବ କାଳ। — [132, 1634, 240, 1649]
pisces-icon: ♓ — [1144, 1988, 1204, 2048]
rashi-virgo — [1136, 1020, 1470, 1140]
events-column-5: ସମ୍ବଲପୁର: ଅଗ୍ନିମାଳା ଉତ୍ସବ, ସ୍ଥାନ: ସମ୍ବଲପୁର, ସମୟ: ସକାଳ ୬ଟା। ଜୟନ୍ତୀ ଉତ୍ସବ, ସମୟ: ପୂର୍ବାହ୍ନ ୧୦ଟା। ଧେଙ୍କାନାଳ: ଶ୍ରୀ ରଘୁନାଥ ଜୀଉଙ୍କ ଜନ୍ମୋତ୍ସବ, ସମୟ: ସକାଳ ୭ଟା। ଲୋକ ନାଟ୍ୟ ସମାରୋହ, ସମୟ: ରାତି ୮ଟା। ନୂଆପଡ଼ା: ଗ୍ରାମ ଦେବତୀ ପୂଜା, ସମୟ: ସକାଳ ୮ଟା। ସ୍ୱାସ୍ଥ୍ୟ ଶିବିର, ସମୟ: ସକାଳ ୯ଟା। କୋରାପୁଟ: ପାଲା, ସମୟ: ସନ୍ଧ୍ୟା ୬ଟା। ମାଲକାନଗିରି: ଭଜନ, ସମୟ: ରାତି ୮ଟା। ସୁନ୍ଦରଗଡ଼: ପ୍ରାର୍ଥନା, ସମୟ: ସକାଳ ୮ଟା। — [752, 99, 928, 268]
section-title: ରାଜ୍ୟ — [1220, 6, 1337, 62]
story-heading: ୧ରୁ ୧୪... — [376, 1660, 455, 1684]
gugumali-explanation: ସାଧାରଣତଃ ଘର ଆଗରେ ବେର, ତେନ୍ତୁଳି ଓ ତାଳ ଗଛ ଲଗାଇବା କେତେ ବାଧକ ହେବ ବୋଲି ପୂର୍ବଜମାନେ କହିଥିଲେ। ଘର ଆଗରେ ଏମିତି ଗଛ ଲଗାଇଲେ ଧନ ଓ ସମ୍ପତ୍ତି କମିଯାଏ ବୋଲି ବିଶ୍ୱାସ। ବାସ୍ତୁଶାସ୍ତ୍ର ଅନୁଯାୟୀ ଏହି ଗଛ ଉପଯୁକ୍ତ ସ୍ଥାନରେ ଲଗାଇବା ଉଚିତ। — [16, 1657, 356, 1711]
rashi-text: ଦଶମ ସ୍ଥାନ ଗ୍ରହ ପ୍ରଭାବରେ ପ୍ରତିପତ୍ତି ବଢ଼ିବ। ଚାକିରିରେ ଲାଭ ହେବ। ନିଜ ନିଷ୍ପତ୍ତି ଠିକ୍ ପ୍ରମାଣିତ ହେବ। ବିରୋଧୀ ପରାସ୍ତ ହେବେ। ସ୍ୱାସ୍ଥ୍ୟ ଭଲ ରହିବ। — [1214, 869, 1468, 910]
cmyk-dot-yellow — [288, 2324, 299, 2335]
column-rule — [561, 140, 562, 1180]
cmyk-dot-black — [1252, 2324, 1263, 2335]
photo-banner-text: ବିଜୁ ଜନତା ଦଳ — [738, 1898, 1017, 1971]
print-mark — [156, 2324, 174, 2334]
column-rule — [747, 96, 748, 1180]
rashi-text: ପରିବାରରେ ଶୁଭ କାର୍ଯ୍ୟ ହେବ। ଅର୍ଥ ସମସ୍ୟା ଦୂର ହେବ। ମନୋଭାବ ପ୍ରକାଶ କରିବାରେ ସତର୍କ ରୁହନ୍ତୁ। ନିଜ ଉପରେ ବିଶ୍ୱାସ ରଖନ୍ତୁ। — [1214, 1023, 1468, 1064]
gugumali-credit: ଓଡ଼ିଆ ଢଗଢମାଳି ଓ ଲୋକଗୀତ – ପ୍ରେମଶଙ୍କର ପଟ୍ଟନାୟକ — [55, 1856, 317, 1869]
cmyk-dot-magenta — [1220, 2324, 1231, 2335]
cmyk-dot-yellow — [726, 2324, 737, 2335]
scorpio-icon: ♏ — [1144, 1368, 1204, 1428]
cmyk-dot-black — [304, 2324, 315, 2335]
weather-satellite-image — [8, 1908, 368, 2308]
rashi-aries — [1136, 250, 1470, 370]
rashi-gemini — [1136, 550, 1470, 670]
column-rule — [369, 1196, 370, 2316]
rashi-label: ସିଂହ — [1136, 870, 1208, 892]
cartoon-faces-icon — [14, 1440, 88, 1506]
